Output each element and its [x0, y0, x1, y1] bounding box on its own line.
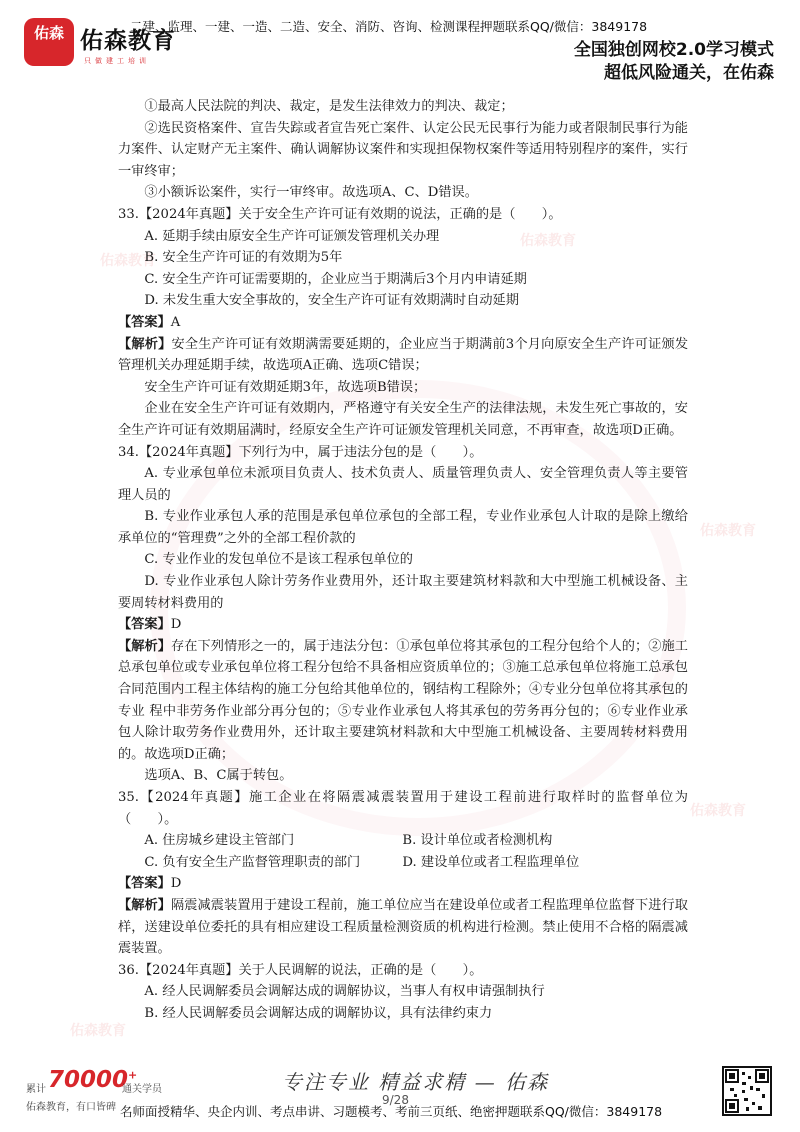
option-b: B. 经人民调解委员会调解达成的调解协议，具有法律约束力 [144, 1005, 493, 1021]
prior-explanation-line: ③小额诉讼案件，实行一审终审。故选项A、C、D错误。 [144, 185, 478, 201]
option-b: B. 设计单位或者检测机构 [402, 833, 553, 849]
prior-explanation-line: ②选民资格案件、宣告失踪或者宣告死亡案件、认定公民无民事行为能力或者限制民事行为能力案件、认定财产无主案件、确认调解协议案件和实现担保物权案件等适用特别程序的案件，实行一审终审； [118, 120, 688, 179]
answer-tag: 【答案】 [118, 876, 171, 892]
header-tagline-1: 全国独创网校2.0学习模式 [573, 40, 774, 60]
badge-plus: + [128, 1068, 138, 1082]
question-stem: 33.【2024年真题】关于安全生产许可证有效期的说法，正确的是（ ）。 [118, 206, 562, 222]
option-c: C. 专业作业的发包单位不是该工程承包单位的 [144, 552, 413, 568]
answer-value: D [170, 876, 182, 892]
watermark-text: 佑森教育 [70, 1023, 126, 1039]
option-d: D. 未发生重大安全事故的，安全生产许可证有效期满时自动延期 [144, 293, 519, 309]
answer-value: A [170, 314, 181, 330]
answer-value: D [170, 617, 182, 633]
document-body [118, 96, 688, 1025]
watermark-text: 佑森教育 [100, 253, 156, 269]
explanation-text: 存在下列情形之一的，属于违法分包：①承包单位将其承包的工程分包给个人的；②施工总承包单位或专业承包单位将工程分包给不具备相应资质单位的；③施工总承包单位将施工总承包合同范围内工程主体结构的施工分包给其他单位的，钢结构工程除外；④专业分包单位将其承包的专业 程中非劳务作业部分再分包的；⑤专业作业承包人将其承包的劳务再分包的；⑥专业作业承包人除计取劳务作业费用外，还计取主要建筑材料款和大中型施工机械设备、主要周转材料费用的。故选项D正确； [118, 638, 688, 762]
badge-suffix: 通关学员 [122, 1084, 162, 1095]
explanation-text: 安全生产许可证有效期延期3年，故选项B错误； [144, 379, 427, 395]
explanation-tag: 【解析】 [118, 897, 172, 913]
option-row [118, 852, 688, 874]
question-stem: 36.【2024年真题】关于人民调解的说法，正确的是（ ）。 [118, 962, 483, 978]
badge-number: 70000+ [48, 1067, 138, 1093]
logo-slogan: 只做建工培训 [84, 57, 150, 65]
explanation-text: 隔震减震装置用于建设工程前，施工单位应当在建设单位或者工程监理单位监督下进行取样，送建设单位委托的具有相应建设工程质量检测资质的机构进行检测。禁止使用不合格的隔震减震装置。 [118, 897, 688, 957]
option-a: A. 经人民调解委员会调解达成的调解协议，当事人有权申请强制执行 [144, 984, 545, 1000]
explanation-tag: 【解析】 [118, 336, 172, 352]
watermark-text: 佑森教育 [520, 233, 576, 249]
question-stem: 35.【2024年真题】施工企业在将隔震减震装置用于建设工程前进行取样时的监督单位为（ ）。 [118, 790, 688, 827]
handwritten-signature: 专注专业 精益求精 — 佑森 [282, 1070, 550, 1094]
explanation-tag: 【解析】 [118, 638, 172, 654]
answer-tag: 【答案】 [118, 314, 171, 330]
explanation-line [118, 895, 688, 960]
option-b: B. 专业作业承包人承的范围是承包单位承包的全部工程，专业作业承包人计取的是除上缴给承单位的“管理费”之外的全部工程价款的 [118, 509, 688, 546]
answer-line [118, 873, 688, 895]
option-a: A. 住房城乡建设主管部门 [144, 833, 295, 849]
page-number: 9/28 [382, 1093, 409, 1107]
header-course-line: 二建、监理、一建、一造、二造、安全、消防、咨询、检测课程押题联系QQ/微信：3849178 [130, 19, 648, 34]
option-a: A. 延期手续由原安全生产许可证颁发管理机关办理 [144, 228, 440, 244]
watermark-text: 佑森教育 [700, 523, 756, 539]
brand-tagline: 佑森教育，有口皆碑 [26, 1102, 116, 1113]
header-tagline-2: 超低风险通关，在佑森 [604, 63, 774, 83]
option-row [118, 830, 688, 852]
logo-mark: 佑森 [24, 18, 74, 66]
explanation-text: 企业在安全生产许可证有效期内，严格遵守有关安全生产的法律法规，未发生死亡事故的，安全生产许可证有效期届满时，经原安全生产许可证颁发管理机关同意，不再审查，故选项D正确。 [118, 401, 688, 438]
badge-prefix: 累计 [26, 1084, 46, 1095]
option-d: D. 专业作业承包人除计劳务作业费用外，还计取主要建筑材料款和大中型施工机械设备、主要周转材料费用的 [118, 574, 688, 611]
explanation-text: 选项A、B、C属于转包。 [144, 768, 293, 784]
prior-explanation-line: ①最高人民法院的判决、裁定，是发生法律效力的判决、裁定； [144, 99, 514, 114]
option-d: D. 建设单位或者工程监理单位 [402, 854, 580, 870]
option-b: B. 安全生产许可证的有效期为5年 [144, 250, 343, 266]
option-c: C. 安全生产许可证需要期的，企业应当于期满后3个月内申请延期 [144, 271, 527, 287]
option-c: C. 负有安全生产监督管理职责的部门 [144, 854, 361, 870]
qr-code-icon[interactable] [722, 1066, 772, 1116]
answer-line [118, 614, 688, 636]
answer-line [118, 312, 688, 334]
logo-name: 佑森教育 [80, 28, 176, 54]
explanation-line [118, 636, 688, 766]
answer-tag: 【答案】 [118, 617, 171, 633]
explanation-line [118, 334, 688, 377]
question-stem: 34.【2024年真题】下列行为中，属于违法分包的是（ ）。 [118, 444, 483, 460]
promo-line: 名师面授精华、央企内训、考点串讲、习题模考、考前三页纸、绝密押题联系QQ/微信：3849178 [120, 1104, 663, 1119]
watermark-text: 佑森教育 [690, 803, 746, 819]
explanation-text: 安全生产许可证有效期满需要延期的，企业应当于期满前3个月向原安全生产许可证颁发管理机关办理延期手续，故选项A正确、选项C错误； [118, 336, 689, 374]
option-a: A. 专业承包单位未派项目负责人、技术负责人、质量管理负责人、安全管理负责人等主要管理人员的 [118, 466, 688, 503]
